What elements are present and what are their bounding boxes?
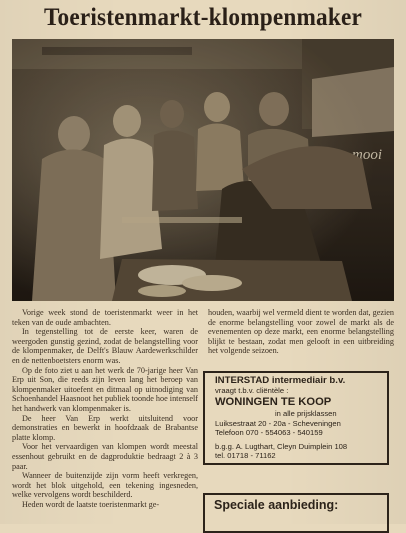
article-paragraph: houden, waarbij wel vermeld dient te worden dat, gezien de enorme belangstelling voor zowel de markt als de evenementen op deze markt, een enorme belangstelling blijkt te bestaan, zodat men gelooft in een uitbreiding het volgende seizoen. xyxy=(208,308,394,356)
interstad-advertisement xyxy=(203,371,389,465)
article-paragraph: De heer Van Erp werkt uitsluitend voor demonstraties en bewerkt in hoofdzaak de Brabantse platte klomp. xyxy=(12,413,198,442)
article-paragraph: In tegenstelling tot de eerste keer, waren de weergoden gunstig gezind, zodat de belangstelling voor de klompenmaker, de Delft's Blauw Aardewerkschilder en de nettenboetsters enorm was. xyxy=(12,327,198,365)
ad-contact-phone: tel. 01718 - 71162 xyxy=(215,451,276,461)
article-paragraph: Voor het vervaardigen van klompen wordt meestal essenhout gebruikt en de dagproduktie bedraagt 2 à 3 paar. xyxy=(12,442,198,471)
ad-company-name: INTERSTAD intermediair b.v. xyxy=(215,375,346,386)
ad-address: Luiksestraat 20 - 20a - Scheveningen xyxy=(215,418,341,428)
article-left-column xyxy=(12,308,198,520)
article-paragraph: Wanneer de buitenzijde zijn vorm heeft verkregen, wordt het blok uitgehold, een tekening ingesneden, welke vervolgens wordt beschilderd. xyxy=(12,471,198,500)
ad-phone: Telefoon 070 - 554063 - 540159 xyxy=(215,428,323,438)
headline: Toeristenmarkt-klompenmaker xyxy=(43,4,363,31)
ad-subtitle: vraagt t.b.v. cliëntèle : xyxy=(215,386,289,395)
ad-headline: WONINGEN TE KOOP xyxy=(215,396,332,409)
article-paragraph: Vorige week stond de toeristenmarkt weer in het teken van de oude ambachten. xyxy=(12,308,198,327)
article-paragraph: Op de foto ziet u aan het werk de 70-jarige heer Van Erp uit Son, die reeds zijn leven lang het beroep van klompenmaker uitoefent en ditmaal op uitnodiging van Schoenhandel Haasnoot het publiek toonde hoe intenself het handwerk van klompenmaker is. xyxy=(12,365,198,413)
ad-price-range: in alle prijsklassen xyxy=(275,409,337,419)
market-photo xyxy=(12,39,394,301)
article-right-column xyxy=(208,308,394,356)
special-offer-advertisement: Speciale aanbieding: xyxy=(203,493,389,533)
ad-contact: b.g.g. A. Lugthart, Cleyn Duimplein 108 xyxy=(215,441,348,451)
clog-maker-photo xyxy=(12,39,394,301)
article-paragraph: Heden wordt de laatste toeristenmarkt ge- xyxy=(22,499,160,509)
